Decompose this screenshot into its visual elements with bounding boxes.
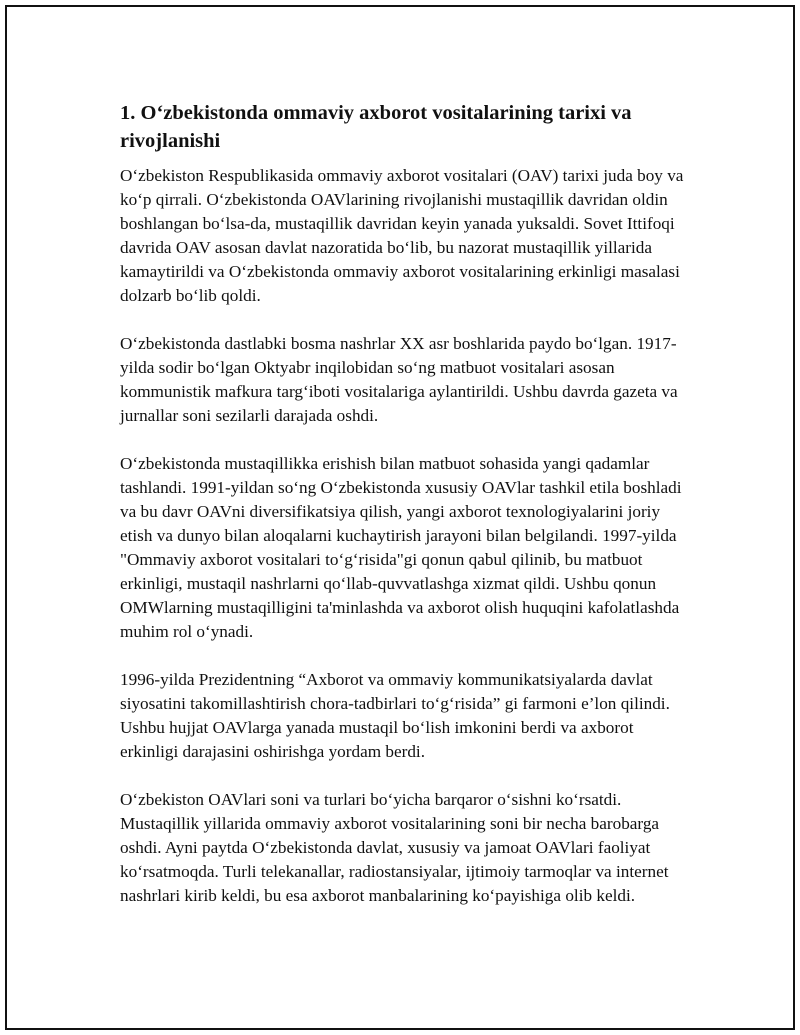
paragraph-3: O‘zbekistonda mustaqillikka erishish bilan matbuot sohasida yangi qadamlar tashlandi. 1991-yildan so‘ng O‘zbekistonda xususiy OAVlar tashkil etila boshladi va bu davr OAVni diversifikatsiya qilish, yangi axborot texnologiyalarini joriy etish va dunyo bilan aloqalarni kuchaytirish jarayoni bilan belgilandi. 1997-yilda "Ommaviy axborot vositalari to‘g‘risida"gi qonun qabul qilinib, bu matbuot erkinligi, mustaqil nashrlarni qo‘llab-quvvatlashga xizmat qildi. Ushbu qonun OMWlarning mustaqilligini ta'minlashda va axborot olish huquqini kafolatlashda muhim rol o‘ynadi. [120, 454, 682, 641]
paragraph-2: O‘zbekistonda dastlabki bosma nashrlar XX asr boshlarida paydo bo‘lgan. 1917-yilda sodir bo‘lgan Oktyabr inqilobidan so‘ng matbuot vositalari asosan kommunistik mafkura targ‘iboti vositalariga aylantirildi. Ushbu davrda gazeta va jurnallar soni sezilarli darajada oshdi. [120, 334, 678, 425]
section-heading: 1. O‘zbekistonda ommaviy axborot vositalarining tarixi va rivojlanishi [120, 102, 632, 152]
page-frame [5, 5, 795, 1030]
paragraph-4: 1996-yilda Prezidentning “Axborot va ommaviy kommunikatsiyalarda davlat siyosatini takomillashtirish chora-tadbirlari to‘g‘risida” gi farmoni e’lon qilindi. Ushbu hujjat OAVlarga yanada mustaqil bo‘lish imkonini berdi va axborot erkinligi darajasini oshirishga yordam berdi. [120, 670, 670, 761]
document-body [120, 99, 692, 932]
paragraph-1: O‘zbekiston Respublikasida ommaviy axborot vositalari (OAV) tarixi juda boy va ko‘p qirrali. O‘zbekistonda OAVlarining rivojlanishi mustaqillik davridan oldin boshlangan bo‘lsa-da, mustaqillik davridan keyin yanada yuksaldi. Sovet Ittifoqi davrida OAV asosan davlat nazoratida bo‘lib, bu nazorat mustaqillik yillarida kamaytirildi va O‘zbekistonda ommaviy axborot vositalarining erkinligi masalasi dolzarb bo‘lib qoldi. [120, 166, 684, 305]
paragraph-5: O‘zbekiston OAVlari soni va turlari bo‘yicha barqaror o‘sishni ko‘rsatdi. Mustaqillik yillarida ommaviy axborot vositalarining soni bir necha barobarga oshdi. Ayni paytda O‘zbekistonda davlat, xususiy va jamoat OAVlari faoliyat ko‘rsatmoqda. Turli telekanallar, radiostansiyalar, ijtimoiy tarmoqlar va internet nashrlari kirib keldi, bu esa axborot manbalarining ko‘payishiga olib keldi. [120, 790, 669, 905]
